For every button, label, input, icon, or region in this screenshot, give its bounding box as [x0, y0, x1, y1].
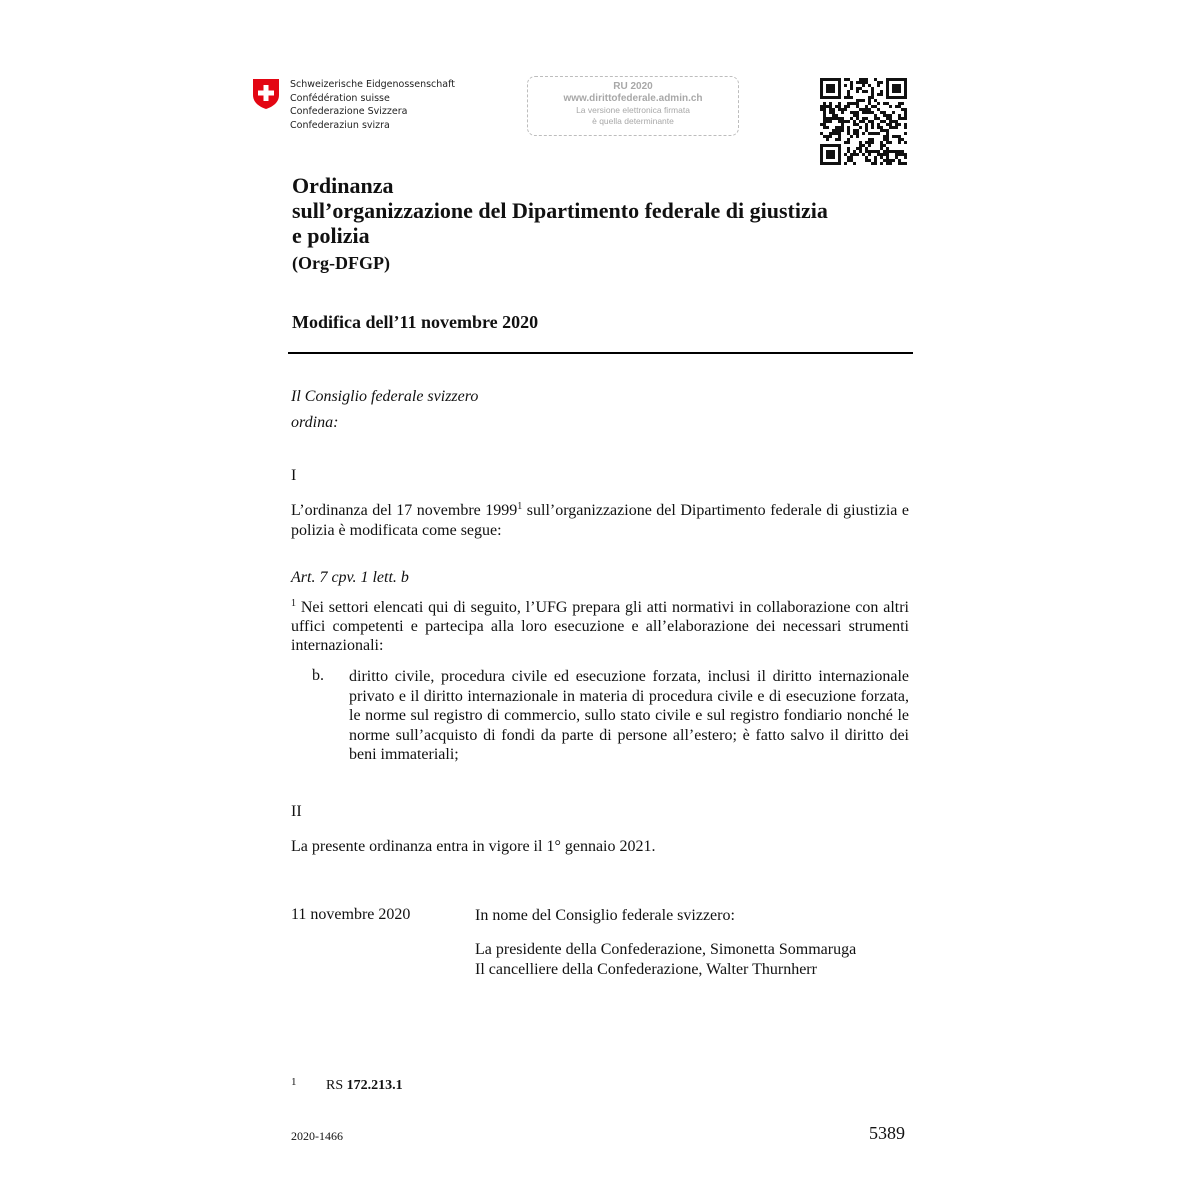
title-line-3: e polizia — [292, 223, 370, 248]
footnote-reference[interactable]: 1 — [517, 501, 523, 512]
section-1-text — [291, 501, 909, 541]
signature-president: La presidente della Confederazione, Simonetta Sommaruga — [475, 941, 857, 958]
stamp-website: www.dirittofederale.admin.ch — [563, 93, 703, 104]
preamble-orders: ordina: — [291, 414, 339, 431]
stamp-note-2: è quella determinante — [592, 116, 674, 126]
article-paragraph — [291, 598, 909, 655]
official-publication-stamp — [527, 76, 739, 136]
amendment-date: Modifica dell’11 novembre 2020 — [292, 312, 539, 332]
document-number: 2020-1466 — [291, 1129, 343, 1143]
page-number: 5389 — [869, 1123, 905, 1143]
preamble — [291, 384, 478, 436]
list-item-text: diritto civile, procedura civile ed esecuzione forzata, inclusi il diritto internazionale privato e il diritto internazionale in materia di procedura civile e di esecuzione forzata, le norme sul registro di commercio, sullo stato civile e sul registro fondiario nonché le norme sull’acquisto di fondi da parte di persone all’estero; è fatto salvo il diritto dei beni immateriali; — [349, 668, 909, 763]
preamble-council: Il Consiglio federale svizzero — [291, 388, 479, 405]
qr-code-modules — [820, 78, 907, 165]
document-title — [292, 173, 828, 248]
title-divider — [288, 352, 913, 354]
section-1-text-before: L’ordinanza del 17 novembre 1999 — [291, 502, 518, 519]
stamp-collection: RU 2020 — [613, 81, 653, 92]
confederation-name-de: Schweizerische Eidgenossenschaft — [290, 79, 456, 90]
footnote-ref-link[interactable]: 172.213.1 — [346, 1078, 403, 1093]
confederation-name-rm: Confederaziun svizra — [290, 119, 390, 131]
section-numeral-1: I — [291, 467, 297, 484]
section-1-text-after: sull’organizzazione del Dipartimento federale di giustizia e polizia è modificata come segue: — [291, 502, 910, 539]
footnote-number: 1 — [291, 1076, 297, 1088]
stamp-note-1: La versione elettronica firmata — [576, 105, 690, 115]
article-heading: Art. 7 cpv. 1 lett. b — [291, 569, 409, 586]
section-2-text: La presente ordinanza entra in vigore il 1° gennaio 2021. — [291, 838, 656, 855]
paragraph-number: 1 — [291, 598, 296, 609]
footnote-text — [326, 1078, 403, 1094]
qr-code-icon — [820, 78, 907, 165]
title-abbreviation: (Org-DFGP) — [292, 253, 390, 273]
title-line-1: Ordinanza — [292, 173, 394, 198]
section-numeral-2: II — [291, 803, 302, 820]
confederation-names — [290, 78, 455, 132]
confederation-name-it: Confederazione Svizzera — [290, 106, 408, 118]
list-item-letter: b. — [312, 667, 324, 684]
footnote-prefix: RS — [326, 1078, 347, 1093]
confederation-name-fr: Confédération suisse — [290, 92, 390, 104]
article-paragraph-text: Nei settori elencati qui di seguito, l’UFG prepara gli atti normativi in collaborazione con altri uffici competenti e partecipa alla loro esecuzione e all’elaborazione dei necessari strumenti internazionali: — [291, 599, 909, 654]
signature-block — [475, 906, 856, 980]
swiss-coat-of-arms-icon — [252, 78, 280, 110]
title-line-2: sull’organizzazione del Dipartimento federale di giustizia — [292, 198, 828, 223]
signature-date: 11 novembre 2020 — [291, 906, 411, 923]
signature-intro: In nome del Consiglio federale svizzero: — [475, 907, 735, 924]
signature-chancellor: Il cancelliere della Confederazione, Walter Thurnherr — [475, 961, 817, 978]
